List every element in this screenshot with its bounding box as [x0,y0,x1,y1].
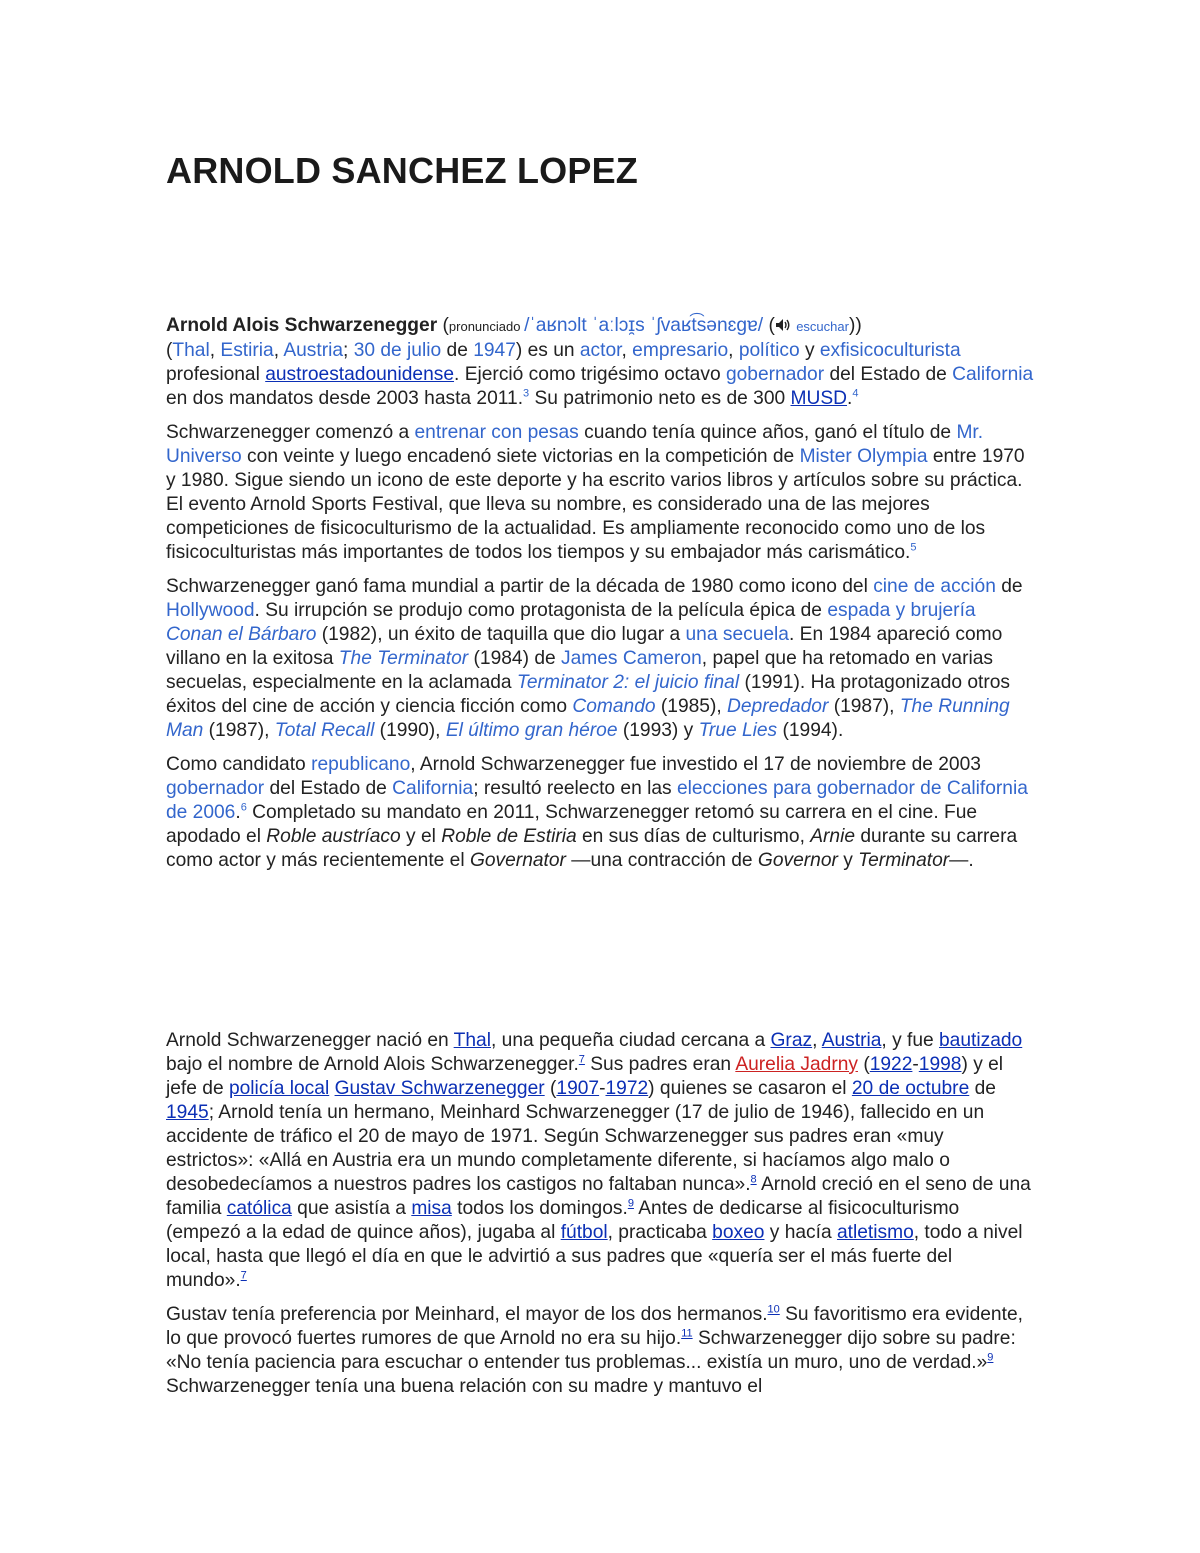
text: Completado su mandato en 2011, Schwarzenegger retomó su carrera en el cine. Fue apodado el [166,802,978,847]
link-california-2[interactable]: California [392,778,474,799]
link-estiria[interactable]: Estiria [220,340,274,361]
link-thal[interactable]: Thal [172,340,210,361]
text: ( [544,1078,557,1099]
text: , [273,340,284,361]
text: . [235,802,241,823]
text: ; resultó reelecto en las [473,778,677,799]
text: , [812,1030,822,1051]
text: Sus padres eran [584,1054,736,1075]
text: . En 1984 apareció como villano en la exitosa [166,624,1003,669]
link-politico[interactable]: político [738,340,800,361]
text: que asistía a [291,1198,412,1219]
text: Como candidato [166,754,312,775]
text: entre 1970 y 1980. Sigue siendo un icono de este deporte y ha escrito varios libros y artículos sobre su práctica. El evento Arnold Sports Festival, que lleva su nombre, es considerado una de las mejores competiciones de fisicoculturismo de la actualidad. Es ampliamente reconocido como uno de los fisicoculturistas más importantes de todos los tiempos y su embajador más carismático. [166,446,1025,563]
link-mr-universo[interactable]: Mr. Universo [166,422,984,467]
ipa-link[interactable]: /ˈaʁnɔlt ˈaːlɔɪ̯s ˈʃvaʁt͡sənɛɡɐ/ [524,315,764,336]
link-thal-2[interactable]: Thal [453,1030,491,1051]
text: , papel que ha retomado en varias secuelas, especialmente en la aclamada [166,648,993,693]
text: Antes de dedicarse al fisicoculturismo (empezó a la edad de quince años), jugaba al [166,1198,960,1243]
link-musd[interactable]: MUSD [790,388,847,409]
text: Su patrimonio neto es de 300 [529,388,791,409]
text: y el [400,826,442,847]
paragraph-film-career [166,575,1036,743]
link-catolica[interactable]: católica [226,1198,292,1219]
text: del Estado de [824,364,953,385]
link-total-recall[interactable]: Total Recall [274,720,375,741]
text: Schwarzenegger comenzó a [166,422,415,443]
link-depredador[interactable]: Depredador [727,696,829,717]
text: y [799,340,820,361]
text: profesional [166,364,266,385]
listen-link[interactable]: escuchar [796,319,849,334]
link-austria[interactable]: Austria [283,340,344,361]
reference-8[interactable]: 8 [750,1173,757,1186]
text: Gustav tenía preferencia por Meinhard, el mayor de los dos hermanos. [166,1304,768,1325]
link-austria-2[interactable]: Austria [821,1030,882,1051]
reference-4[interactable]: 4 [852,387,859,400]
link-hollywood[interactable]: Hollywood [166,600,255,621]
text: Arnold Schwarzenegger nació en [166,1030,454,1051]
link-1972[interactable]: 1972 [605,1078,649,1099]
text: (1985), [655,696,728,717]
text: Arnold creció en el seno de una familia [166,1174,1031,1219]
link-the-terminator[interactable]: The Terminator [338,648,469,669]
text: , y fue [881,1030,940,1051]
nickname-arnie: Arnie [810,826,856,847]
text: , practicaba [607,1222,713,1243]
link-conan-el-barbaro[interactable]: Conan el Bárbaro [166,624,317,645]
link-republicano[interactable]: republicano [311,754,411,775]
text: con veinte y luego encadenó siete victorias en la competición de [241,446,800,467]
link-1945[interactable]: 1945 [166,1102,209,1123]
text: ) es un [515,340,580,361]
text: , una pequeña ciudad cercana a [490,1030,771,1051]
link-aurelia-jadrny[interactable]: Aurelia Jadrny [735,1054,858,1075]
text: ( [857,1054,870,1075]
text: , Arnold Schwarzenegger fue investido el 17 de noviembre de 2003 [410,754,981,775]
text: ( [437,315,449,336]
link-futbol[interactable]: fútbol [560,1222,608,1243]
text: durante su carrera como actor y más recientemente el [166,826,1018,871]
paragraph-intro [166,314,1036,411]
text: en sus días de culturismo, [576,826,811,847]
text: del Estado de [264,778,393,799]
text: , [209,340,221,361]
text: (1991). Ha protagonizado otros éxitos del cine de acción y ciencia ficción como [166,672,1011,717]
link-terminator-2[interactable]: Terminator 2: el juicio final [516,672,740,693]
text: (1990), [374,720,446,741]
text: (1993) y [617,720,699,741]
reference-5[interactable]: 5 [910,541,917,554]
text: ; Arnold tenía un hermano, Meinhard Schwarzenegger (17 de julio de 1946), fallecido en un accidente de tráfico el 20 de mayo de 1971. Según Schwarzenegger sus padres eran «muy estrictos»: «Allá en Austria era un mundo completamente diferente, si hacíamos algo malo o desobedecíamos a nuestros padres los castigos no faltaban nunca». [166,1102,985,1195]
link-comando[interactable]: Comando [572,696,656,717]
reference-7-b[interactable]: 7 [240,1269,247,1282]
link-california[interactable]: California [952,364,1034,385]
reference-11[interactable]: 11 [681,1327,693,1340]
text: (1987), [828,696,900,717]
link-james-cameron[interactable]: James Cameron [561,648,702,669]
reference-7[interactable]: 7 [578,1053,585,1066]
link-cine-de-accion[interactable]: cine de acción [873,576,996,597]
text: todos los domingos. [451,1198,628,1219]
link-true-lies[interactable]: True Lies [698,720,778,741]
link-the-running-man[interactable]: The Running Man [166,696,1010,741]
intro-section [166,314,1036,883]
subject-name: Arnold Alois Schwarzenegger [166,315,438,336]
link-empresario[interactable]: empresario [632,340,729,361]
text: de [441,340,474,361]
text: ( [166,340,173,361]
link-actor[interactable]: actor [579,340,622,361]
paragraph-politics [166,753,1036,873]
link-birthdate[interactable]: 30 de julio [353,340,442,361]
paragraph-early-life [166,1029,1036,1293]
link-bautizado[interactable]: bautizado [939,1030,1023,1051]
link-birthyear[interactable]: 1947 [473,340,516,361]
link-espada-y-brujeria[interactable]: espada y brujería [827,600,976,621]
text: cuando tenía quince años, ganó el título de [578,422,957,443]
text: Schwarzenegger ganó fama mundial a partir de la década de 1980 como icono del [166,576,874,597]
text: de [969,1078,996,1099]
text: y [837,850,859,871]
text: y hacía [764,1222,837,1243]
early-life-section [166,1029,1036,1409]
link-gobernador-2[interactable]: gobernador [166,778,265,799]
paragraph-father [166,1303,1036,1399]
link-entrenar-con-pesas[interactable]: entrenar con pesas [414,422,579,443]
link-una-secuela[interactable]: una secuela [685,624,789,645]
text: Su favoritismo era evidente, lo que provocó fuertes rumores de que Arnold no era su hijo. [166,1304,1023,1349]
link-gustav-schwarzenegger[interactable]: Gustav Schwarzenegger [334,1078,545,1099]
text: - [912,1054,919,1075]
text: (1982), un éxito de taquilla que dio lugar a [316,624,686,645]
paragraph-bodybuilding [166,421,1036,565]
text: ) quienes se casaron el [648,1078,852,1099]
text: )) [848,315,862,336]
link-1907[interactable]: 1907 [556,1078,600,1099]
text: ; [343,340,354,361]
text: —. [949,850,974,871]
text: en dos mandatos desde 2003 hasta 2011. [166,388,524,409]
reference-10[interactable]: 10 [767,1303,780,1316]
text: (1994). [777,720,844,741]
nickname-roble-de-estiria: Roble de Estiria [441,826,577,847]
text: (1984) de [468,648,562,669]
link-el-ultimo-gran-heroe[interactable]: El último gran héroe [445,720,618,741]
link-policia-local[interactable]: policía local [228,1078,330,1099]
reference-6[interactable]: 6 [240,801,247,814]
text: , todo a nivel local, hasta que llegó el día en que le advirtió a sus padres que «quería ser el más fuerte del mundo». [166,1222,1023,1291]
text: (1987), [203,720,275,741]
text: bajo el nombre de Arnold Alois Schwarzenegger. [166,1054,579,1075]
reference-9-b[interactable]: 9 [987,1351,994,1364]
link-boxeo[interactable]: boxeo [712,1222,765,1243]
link-1998[interactable]: 1998 [918,1054,962,1075]
document-title: ARNOLD SANCHEZ LOPEZ [166,150,638,191]
link-atletismo[interactable]: atletismo [836,1222,914,1243]
speaker-icon[interactable] [775,318,791,332]
link-austroestadounidense[interactable]: austroestadounidense [265,364,455,385]
link-graz[interactable]: Graz [770,1030,813,1051]
text: . Su irrupción se produjo como protagonista de la película épica de [254,600,828,621]
link-20-de-octubre[interactable]: 20 de octubre [851,1078,970,1099]
link-exfisicoculturista[interactable]: exfisicoculturista [819,340,961,361]
text: ) y el jefe de [166,1054,1004,1099]
word-terminator: Terminator [858,850,950,871]
text: —una contracción de [565,850,758,871]
text: Schwarzenegger tenía una buena relación con su madre y mantuvo el [166,1376,763,1397]
text: . Ejerció como trigésimo octavo [454,364,726,385]
text: , [621,340,633,361]
nickname-roble-austriaco: Roble austríaco [266,826,401,847]
text: , [728,340,739,361]
link-mister-olympia[interactable]: Mister Olympia [799,446,928,467]
nickname-governator: Governator [469,850,566,871]
text: de [995,576,1023,597]
link-elecciones-2006[interactable]: elecciones para gobernador de California de 2006 [166,778,1028,823]
word-governor: Governor [757,850,838,871]
reference-3[interactable]: 3 [523,387,530,400]
link-misa[interactable]: misa [411,1198,452,1219]
text: - [599,1078,606,1099]
pronunciation-label: pronunciado [448,319,525,334]
link-1922[interactable]: 1922 [869,1054,913,1075]
text: ( [763,315,775,336]
text: Schwarzenegger dijo sobre su padre: «No tenía paciencia para escuchar o entender tus problemas... existía un muro, uno de verdad.» [166,1328,1016,1373]
link-gobernador[interactable]: gobernador [725,364,825,385]
text: . [847,388,853,409]
reference-9[interactable]: 9 [627,1197,634,1210]
